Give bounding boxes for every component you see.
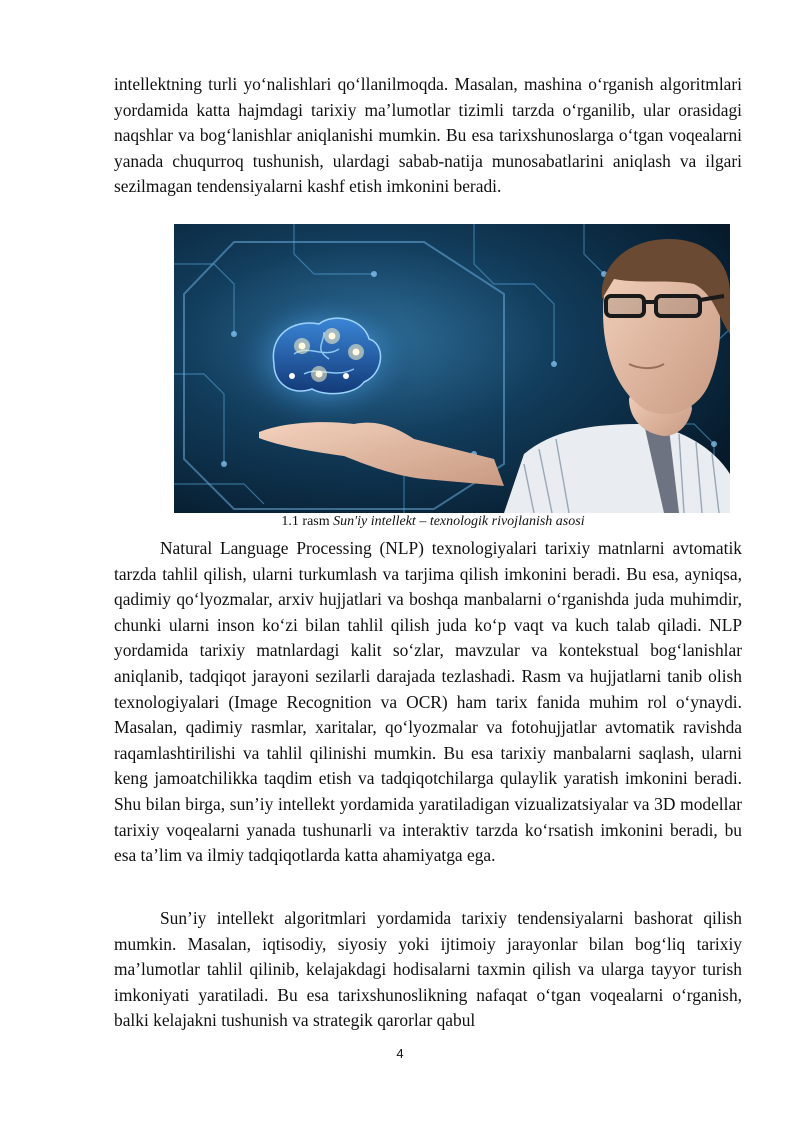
- page-number: 4: [396, 1046, 404, 1061]
- figure-ai-illustration: [174, 224, 730, 513]
- brain-icon: [273, 318, 380, 393]
- paragraph-nlp: Natural Language Processing (NLP) texnologiyalari tarixiy matnlarni avtomatik tarzda tahlil qilish, ularni turkumlash va tarjima qilish imkonini beradi. Bu esa, ayniqsa, qadimiy qo‘lyozmalar, arxiv hujjatlari va boshqa manbalarni o‘rganishda juda muhimdir, chunki ularni inson ko‘zi bilan tahlil qilish juda ko‘p vaqt va kuch talab qiladi. NLP yordamida tarixiy matnlardagi kalit so‘zlar, mavzular va kontekstual bog‘lanishlar aniqlanib, tadqiqot jarayoni sezilarli darajada tezlashadi. Rasm va hujjatlarni tanib olish texnologiyalari (Image Recognition va OCR) ham tarix fanida muhim rol o‘ynaydi. Masalan, qadimiy rasmlar, xaritalar, qo‘lyozmalar va fotohujjatlar avtomatik ravishda raqamlashtirilishi va tahlil qilinishi mumkin. Bu esa tarixiy manbalarni saqlash, ularni keng jamoatchilikka taqdim etish va tadqiqotchilarga qulaylik yaratish imkonini beradi. Shu bilan birga, sun’iy intellekt yordamida yaratiladigan vizualizatsiyalar va 3D modellar tarixiy voqealarni yanada tushunarli va interaktiv tarzda ko‘rsatish imkonini beradi, bu esa ta’lim va ilmiy tadqiqotlarda katta ahamiyatga ega.: [114, 538, 742, 866]
- paragraph-forecasting: Sun’iy intellekt algoritmlari yordamida tarixiy tendensiyalarni bashorat qilish mumkin. Masalan, iqtisodiy, siyosiy yoki ijtimoiy jarayonlar bilan bog‘liq tarixiy ma’lumotlar tahlil qilinib, kelajakdagi hodisalarni taxmin qilish va ularga tayyor turish imkoniyati yaratiladi. Bu esa tarixshunoslikning nafaqat o‘tgan voqealarni o‘rganish, balki kelajakni tushunish va strategik qarorlar qabul: [114, 908, 742, 1031]
- caption-title: Sun'iy intellekt – texnologik rivojlanish asosi: [333, 514, 585, 529]
- caption-number: 1.1 rasm: [281, 514, 330, 529]
- figure-caption: [0, 513, 800, 531]
- ai-brain-illustration: [174, 224, 730, 513]
- paragraph-intro: intellektning turli yo‘nalishlari qo‘llanilmoqda. Masalan, mashina o‘rganish algoritmlari yordamida katta hajmdagi tarixiy ma’lumotlar tizimli tarzda o‘rganilib, ular orasidagi naqshlar va bog‘lanishlar aniqlanishi mumkin. Bu esa tarixshunoslarga o‘tgan voqealarni yanada chuqurroq tushunish, ulardagi sabab-natija munosabatlarini aniqlash va ilgari sezilmagan tendensiyalarni kashf etish imkonini beradi.: [114, 74, 742, 197]
